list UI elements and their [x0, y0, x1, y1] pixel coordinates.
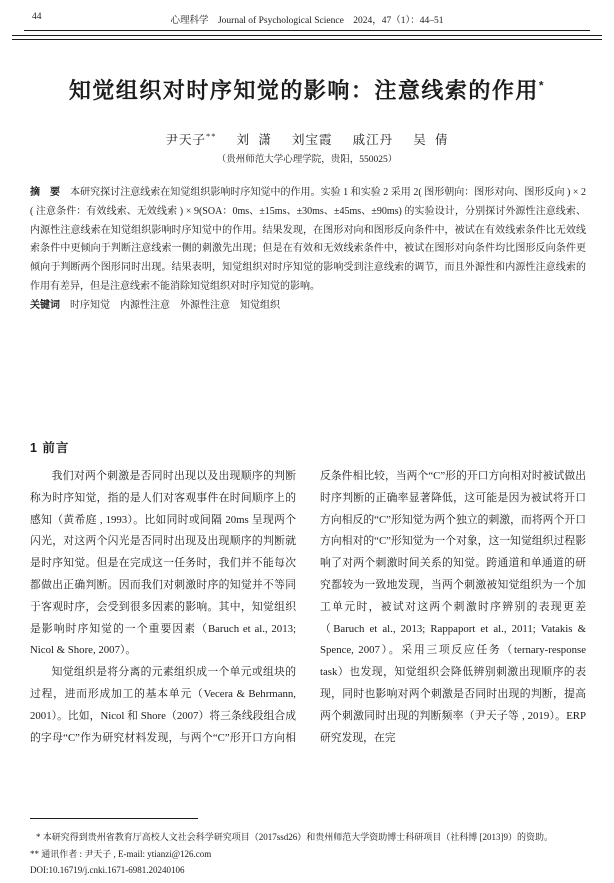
keywords-label: 关键词 [30, 299, 60, 311]
body-paragraph: 知觉组织是将分离的元素组织成一个单元或组块的过程，进而形成加工的基本单元（Vecera & Behrmann, 2001）。比如，Nicol 和 Shore（2007）将三条线段组合成的字母“C”作为研究材料发现，与两个“C”形开口方向相反条件相比较，当两个“C”形的开口方向相对时被试做出时序判断的正确率显著降低，这可能是因为被试将开口方向相反的“C”形知觉为两个独立的刺激，而将两个开口方向相对的“C”形知觉为一个对象，这一知觉组织过程影响了对两个刺激时间关系的知觉。跨通道和单通道的研究都较为一致地发现，当两个刺激被知觉组织为一个加工单元时，被试对这两个刺激时序辨别的表现更差（Baruch et al., 2013; Rappaport et al., 2011; Vatakis & Spence, 2007）。采用三项反应任务（ternary-response task）也发现，知觉组织会降低辨别刺激出现顺序的表现，同时也影响对两个刺激是否同时出现的判断，提高两个刺激同时出现的判断频率（尹天子等 , 2019）。ERP 研究发现，在完 [30, 470, 586, 744]
journal-header-line: 心理科学 Journal of Psychological Science 2024，47（1）：44–51 [170, 16, 444, 26]
author-name-text: 戚江丹 [352, 133, 394, 147]
correspondence-footnote: ** 通讯作者 : 尹天子 , E-mail: ytianzi@126.com [30, 848, 212, 859]
author-name-text: 刘 潇 [236, 133, 272, 147]
keywords-text: 时序知觉 内源性注意 外源性注意 知觉组织 [70, 299, 280, 311]
author-name-text: 刘宝霞 [291, 133, 333, 147]
body-paragraph: 我们对两个刺激是否同时出现以及出现顺序的判断称为时序知觉，指的是人们对客观事件在时间顺序上的感知（黄希庭 , 1993）。比如同时或间隔 20ms 呈现两个闪光，对这两个闪光是否同时出现及出现顺序的判断就是时序知觉。但是在完成这一任务时，我们并不能每次都做出正确判断。因而我们对刺激时序的知觉并不等同于客观时序，会受到很多因素的影响。其中，知觉组织是影响时序知觉的一个重要因素（Baruch et al., 2013; Nicol & Shore, 2007）。 [30, 470, 296, 657]
body-text-columns [30, 466, 586, 752]
author-name [292, 133, 333, 147]
abstract-text: 本研究探讨注意线索在知觉组织影响时序知觉中的作用。实验 1 和实验 2 采用 2( 图形朝向：图形对向、图形反向 ) × 2 ( 注意条件：有效线索、无效线索 ) × 9(SOA：0ms、±15ms、±30ms、±45ms、±90ms) 的实验设计，分别探讨外源性注意线索、内源性注意线索在知觉组织影响时序知觉中的作用。结果发现，在图形对向和图形反向条件中，被试在有效线索条件比无效线索条件中更倾向于判断注意线索一侧的刺激先出现；但是在有效和无效线索条件中，被试在图形对向条件均比图形反向条件更倾向于判断两个图形同时出现。结果表明，知觉组织对时序知觉的影响受到注意线索的调节，而且外源性和内源性注意线索的作用有差异，但是注意线索不能消除知觉组织对时序知觉的影响。 [30, 187, 586, 292]
abstract-block [30, 184, 586, 316]
abstract-label: 摘 要 [30, 187, 61, 198]
authors-line [0, 130, 614, 148]
running-head [26, 10, 588, 28]
abstract-paragraph [30, 184, 586, 297]
author-name-text: 吴 倩 [413, 133, 449, 147]
author-name [413, 133, 448, 147]
paper-title [20, 74, 594, 105]
header-thin-rule [24, 30, 590, 31]
title-footnote-marker: * [538, 78, 546, 93]
paper-title-text: 知觉组织对时序知觉的影响：注意线索的作用 [68, 78, 539, 103]
author-name-text: 尹天子 [165, 133, 206, 147]
footnotes-block [30, 829, 588, 879]
keywords-line [30, 297, 586, 316]
author-footnote-marker: ** [205, 130, 217, 141]
funding-footnote: * 本研究得到贵州省教育厅高校人文社会科学研究项目（2017ssd26）和贵州师范大学资助博士科研项目（社科博 [2013]9）的资助。 [36, 832, 554, 842]
author-name [237, 133, 272, 147]
header-double-rule [12, 35, 602, 40]
affiliation: （贵州师范大学心理学院，贵阳，550025） [216, 155, 398, 165]
page-number: 44 [32, 12, 42, 22]
footnote-divider [30, 818, 198, 819]
section-heading: 1 前言 [30, 441, 70, 455]
author-name [165, 130, 217, 147]
author-name [353, 133, 394, 147]
doi-line: DOI:10.16719/j.cnki.1671-6981.20240106 [30, 865, 185, 875]
